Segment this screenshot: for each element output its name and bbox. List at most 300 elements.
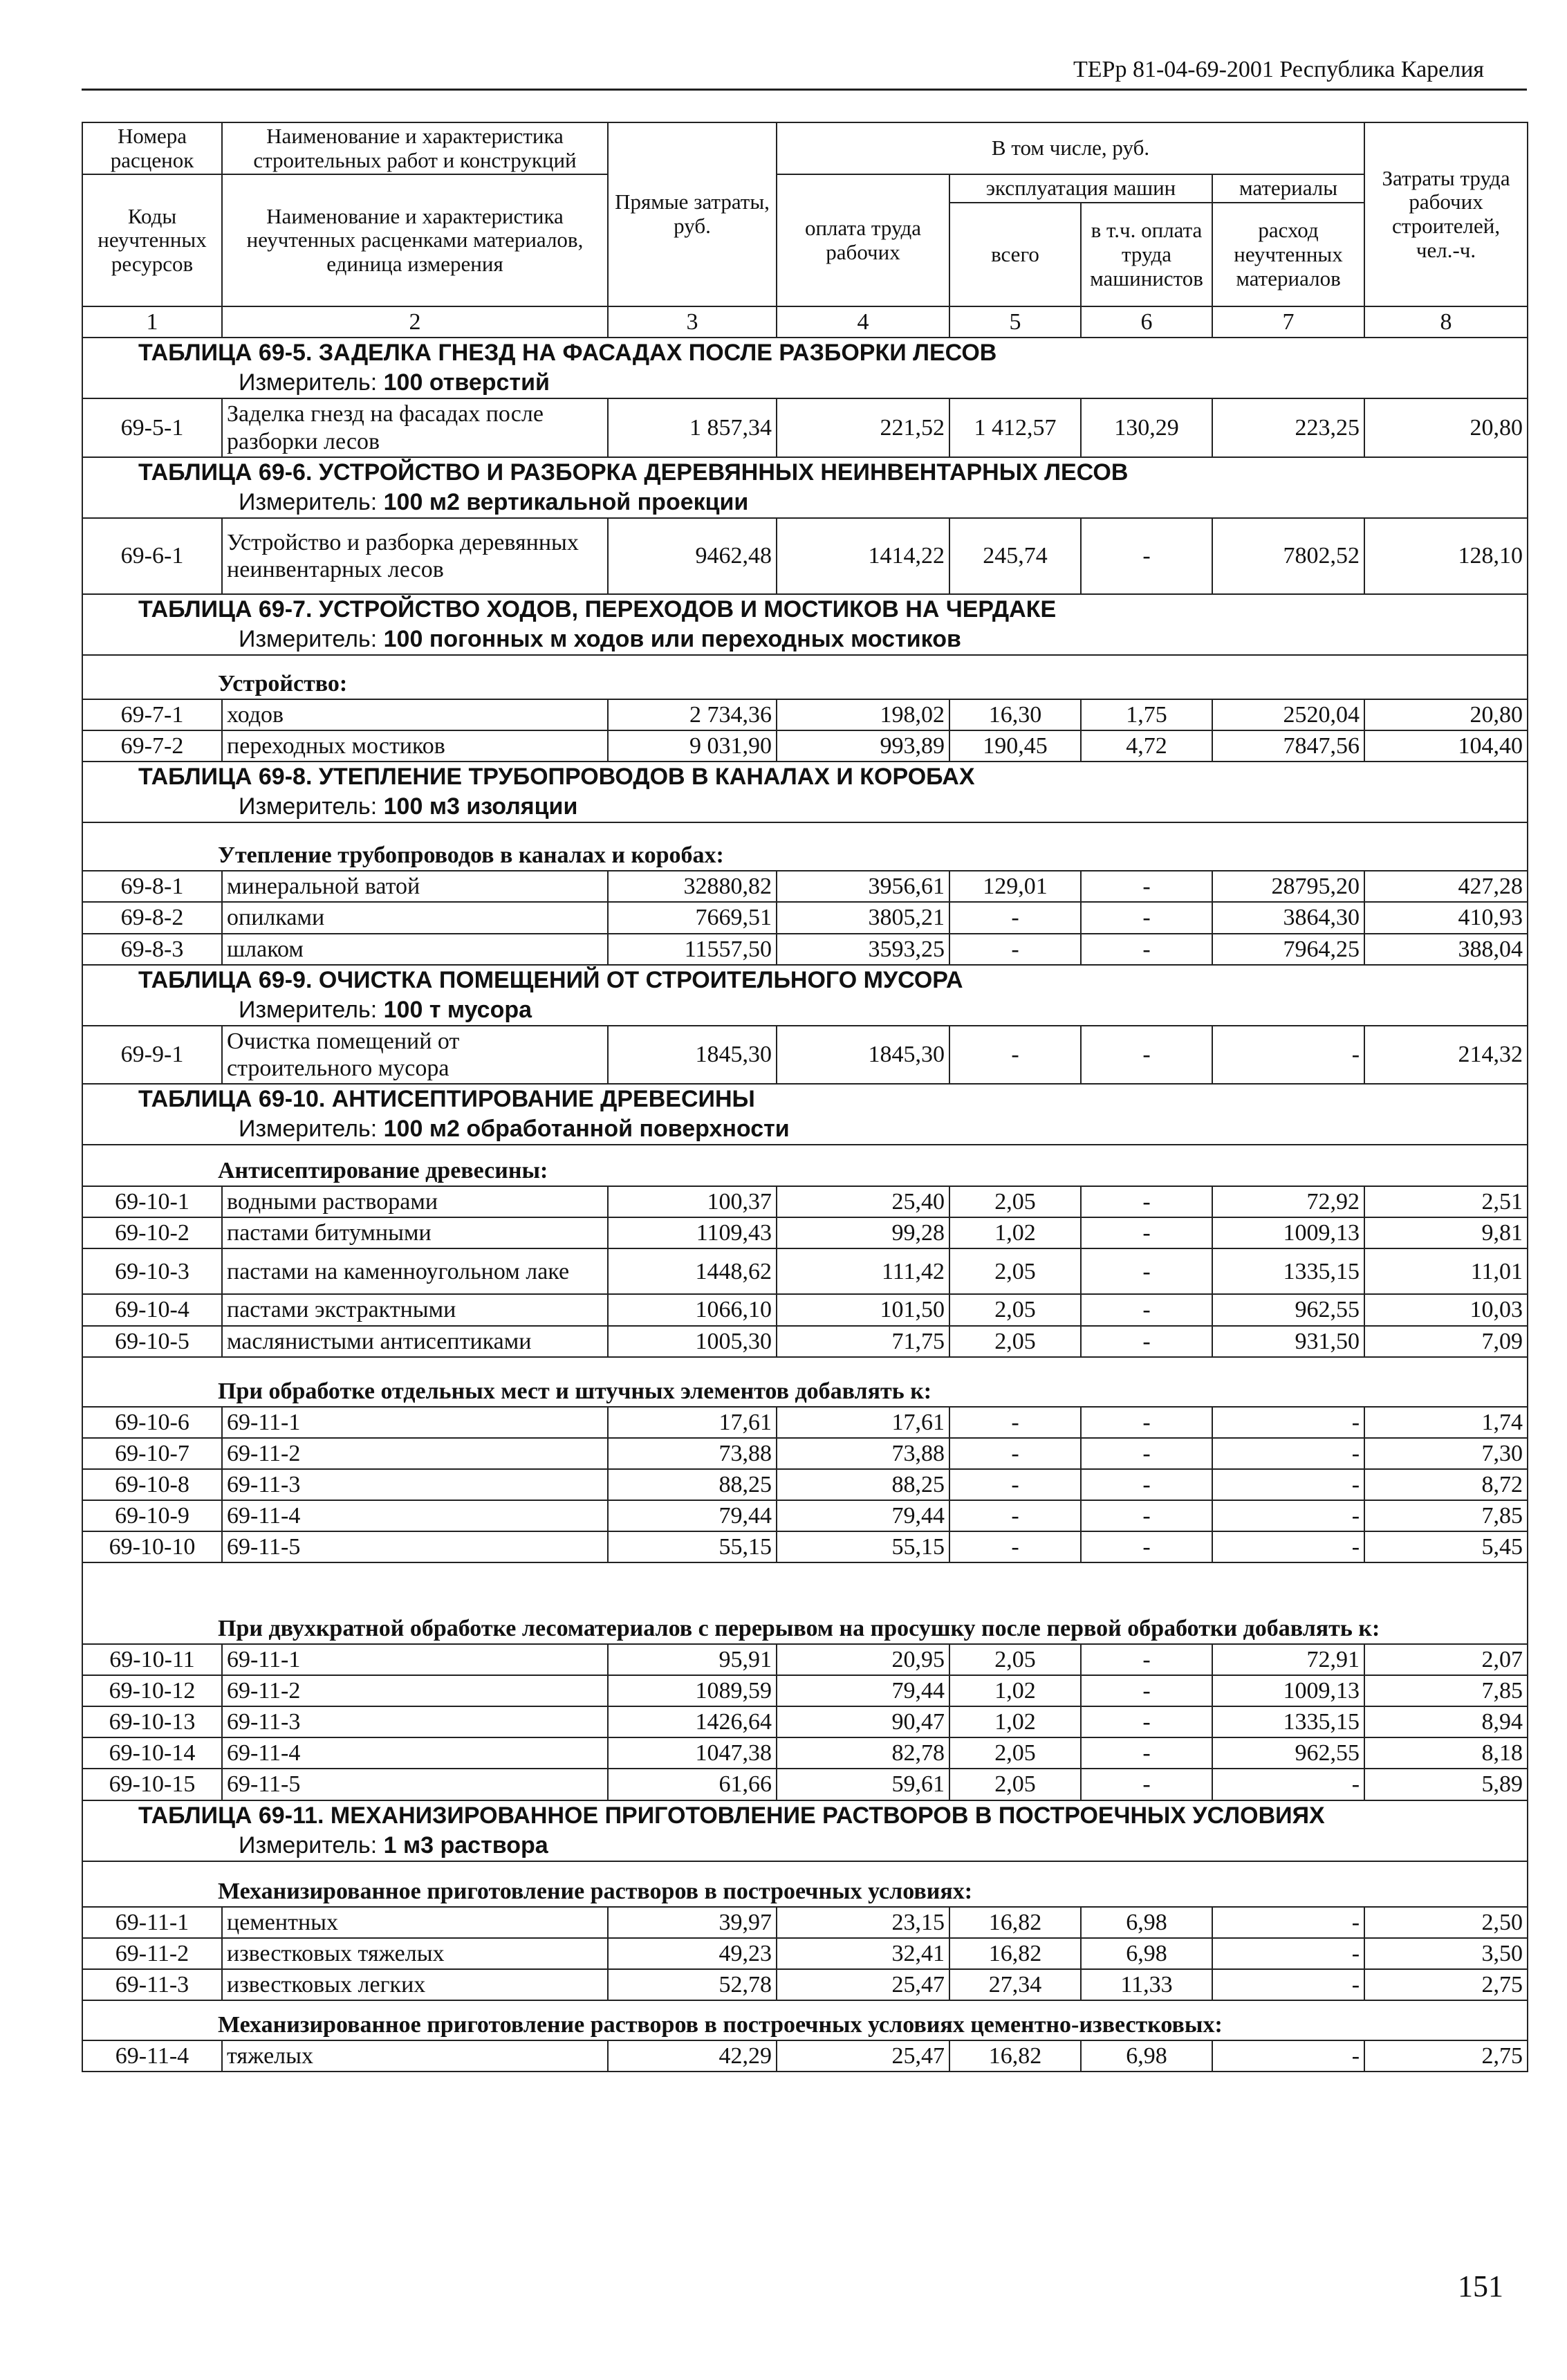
table-cell: 1 857,34 [608, 398, 777, 456]
table-cell: 17,61 [608, 1407, 777, 1438]
table-cell: 2,75 [1364, 2040, 1528, 2072]
table-cell: 1845,30 [777, 1026, 949, 1084]
table-cell: 190,45 [949, 730, 1081, 762]
header-row-2 [82, 174, 1528, 203]
table-cell: - [1212, 1469, 1364, 1500]
table-cell: - [949, 934, 1081, 965]
table-cell: 69-9-1 [82, 1026, 222, 1084]
table-cell: 427,28 [1364, 871, 1528, 902]
colnum: 3 [608, 306, 777, 338]
group-subtitle: Утепление трубопроводов в каналах и коробах: [82, 822, 1528, 871]
table-cell: 71,75 [777, 1326, 949, 1357]
table-title: ТАБЛИЦА 69-9. ОЧИСТКА ПОМЕЩЕНИЙ ОТ СТРОИТЕЛЬНОГО МУСОРА [82, 965, 1528, 995]
colnum: 2 [222, 306, 608, 338]
table-cell: 245,74 [949, 518, 1081, 594]
table-title-row [82, 762, 1528, 792]
table-cell: 69-10-6 [82, 1407, 222, 1438]
table-cell: пастами битумными [222, 1217, 608, 1248]
colnum: 7 [1212, 306, 1364, 338]
table-cell: 9,81 [1364, 1217, 1528, 1248]
table-row [82, 1644, 1528, 1675]
table-row [82, 1675, 1528, 1706]
table-row [82, 1407, 1528, 1438]
table-cell: 72,91 [1212, 1644, 1364, 1675]
table-cell: - [1081, 1737, 1212, 1769]
table-cell: 28795,20 [1212, 871, 1364, 902]
table-title-row [82, 965, 1528, 995]
table-row [82, 871, 1528, 902]
table-cell: - [1212, 1969, 1364, 2000]
table-cell: 20,95 [777, 1644, 949, 1675]
page-number: 151 [1458, 2269, 1503, 2303]
table-cell: - [1212, 1438, 1364, 1469]
table-cell: 8,94 [1364, 1706, 1528, 1737]
table-cell: 69-10-11 [82, 1644, 222, 1675]
table-cell: 61,66 [608, 1769, 777, 1800]
table-cell: 9462,48 [608, 518, 777, 594]
table-cell: 7,85 [1364, 1500, 1528, 1531]
table-cell: 16,30 [949, 699, 1081, 730]
table-cell: 1426,64 [608, 1706, 777, 1737]
table-cell: 130,29 [1081, 398, 1212, 456]
table-cell: - [1081, 1469, 1212, 1500]
table-cell: 32880,82 [608, 871, 777, 902]
measure-unit [82, 995, 1528, 1026]
document-header: ТЕРр 81-04-69-2001 Республика Карелия [1073, 57, 1485, 82]
table-cell: - [1081, 871, 1212, 902]
table-cell: 73,88 [777, 1438, 949, 1469]
table-cell: 4,72 [1081, 730, 1212, 762]
table-cell: 69-11-1 [222, 1407, 608, 1438]
table-cell: 1009,13 [1212, 1675, 1364, 1706]
table-cell: 2,05 [949, 1248, 1081, 1294]
table-cell: - [1081, 1675, 1212, 1706]
table-cell: - [1081, 902, 1212, 933]
table-cell: 69-10-8 [82, 1469, 222, 1500]
table-cell: 82,78 [777, 1737, 949, 1769]
table-title: ТАБЛИЦА 69-11. МЕХАНИЗИРОВАННОЕ ПРИГОТОВЛЕНИЕ РАСТВОРОВ В ПОСТРОЕЧНЫХ УСЛОВИЯХ [82, 1800, 1528, 1831]
table-cell: 69-10-12 [82, 1675, 222, 1706]
table-row [82, 1769, 1528, 1800]
table-cell: 962,55 [1212, 1294, 1364, 1325]
table-cell: 99,28 [777, 1217, 949, 1248]
table-cell: 69-10-15 [82, 1769, 222, 1800]
table-row [82, 1438, 1528, 1469]
table-row [82, 398, 1528, 456]
table-cell: 2,05 [949, 1737, 1081, 1769]
measure-label: Измеритель: [239, 625, 378, 652]
table-cell: 69-10-9 [82, 1500, 222, 1531]
table-cell: 88,25 [777, 1469, 949, 1500]
table-cell: 69-10-5 [82, 1326, 222, 1357]
table-cell: 69-11-3 [222, 1469, 608, 1500]
measure-row [82, 995, 1528, 1026]
table-title-row [82, 338, 1528, 368]
table-cell: 2,07 [1364, 1644, 1528, 1675]
rates-table [82, 122, 1528, 2072]
table-cell: 7669,51 [608, 902, 777, 933]
table-cell: 3593,25 [777, 934, 949, 965]
table-cell: 23,15 [777, 1907, 949, 1938]
table-cell: 1,74 [1364, 1407, 1528, 1438]
table-cell: 1066,10 [608, 1294, 777, 1325]
group-subtitle: Антисептирование древесины: [82, 1145, 1528, 1186]
measure-value: 100 м2 обработанной поверхности [383, 1116, 790, 1143]
table-cell: цементных [222, 1907, 608, 1938]
table-cell: 1,02 [949, 1217, 1081, 1248]
table-title-row [82, 1800, 1528, 1831]
table-cell: 69-11-3 [82, 1969, 222, 2000]
table-cell: известковых тяжелых [222, 1938, 608, 1969]
table-cell: 5,45 [1364, 1531, 1528, 1562]
table-cell: 7,30 [1364, 1438, 1528, 1469]
measure-row [82, 1831, 1528, 1861]
table-cell: 1335,15 [1212, 1248, 1364, 1294]
table-row [82, 934, 1528, 965]
table-cell: 69-11-4 [82, 2040, 222, 2072]
table-cell: - [1081, 1217, 1212, 1248]
measure-row [82, 625, 1528, 655]
table-row [82, 699, 1528, 730]
table-title: ТАБЛИЦА 69-8. УТЕПЛЕНИЕ ТРУБОПРОВОДОВ В КАНАЛАХ И КОРОБАХ [82, 762, 1528, 792]
table-cell: минеральной ватой [222, 871, 608, 902]
table-cell: 69-10-3 [82, 1248, 222, 1294]
measure-value: 100 м3 изоляции [383, 793, 578, 820]
table-cell: - [1081, 1706, 1212, 1737]
measure-value: 1 м3 раствора [383, 1832, 548, 1858]
table-cell: 962,55 [1212, 1737, 1364, 1769]
measure-unit [82, 625, 1528, 655]
measure-label: Измеритель: [239, 488, 378, 515]
table-cell: 993,89 [777, 730, 949, 762]
table-cell: 49,23 [608, 1938, 777, 1969]
table-cell: 7964,25 [1212, 934, 1364, 965]
subtitle-row [82, 1562, 1528, 1644]
table-cell: опилками [222, 902, 608, 933]
table-cell: 8,72 [1364, 1469, 1528, 1500]
measure-value: 100 погонных м ходов или переходных мостиков [383, 625, 961, 652]
table-title-row [82, 594, 1528, 625]
table-cell: - [1081, 1407, 1212, 1438]
table-row [82, 1469, 1528, 1500]
table-cell: 1448,62 [608, 1248, 777, 1294]
table-cell: 69-11-2 [82, 1938, 222, 1969]
table-cell: пастами экстрактными [222, 1294, 608, 1325]
table-row [82, 902, 1528, 933]
colnum: 4 [777, 306, 949, 338]
table-cell: 69-10-10 [82, 1531, 222, 1562]
table-cell: 9 031,90 [608, 730, 777, 762]
table-cell: 2,75 [1364, 1969, 1528, 2000]
colnum: 1 [82, 306, 222, 338]
column-numbers-row [82, 306, 1528, 338]
table-title: ТАБЛИЦА 69-7. УСТРОЙСТВО ХОДОВ, ПЕРЕХОДОВ И МОСТИКОВ НА ЧЕРДАКЕ [82, 594, 1528, 625]
header-ekspl: эксплуатация машин [949, 174, 1212, 203]
table-cell: 69-11-1 [222, 1644, 608, 1675]
table-cell: 221,52 [777, 398, 949, 456]
table-cell: - [1081, 1438, 1212, 1469]
table-row [82, 1186, 1528, 1217]
table-cell: 69-7-2 [82, 730, 222, 762]
table-cell: 3,50 [1364, 1938, 1528, 1969]
table-row [82, 1217, 1528, 1248]
header-vtom: В том числе, руб. [777, 122, 1364, 174]
table-cell: 69-11-3 [222, 1706, 608, 1737]
table-cell: 1109,43 [608, 1217, 777, 1248]
measure-label: Измеритель: [239, 996, 378, 1023]
table-cell: переходных мостиков [222, 730, 608, 762]
header-pryamye: Прямые затраты, руб. [608, 122, 777, 306]
table-cell: 3956,61 [777, 871, 949, 902]
table-cell: 69-10-4 [82, 1294, 222, 1325]
table-cell: водными растворами [222, 1186, 608, 1217]
table-cell: 69-11-4 [222, 1737, 608, 1769]
colnum: 8 [1364, 306, 1528, 338]
table-cell: 2,05 [949, 1644, 1081, 1675]
table-cell: 8,18 [1364, 1737, 1528, 1769]
table-row [82, 1969, 1528, 2000]
table-cell: 69-10-2 [82, 1217, 222, 1248]
table-cell: маслянистыми антисептиками [222, 1326, 608, 1357]
table-cell: 69-5-1 [82, 398, 222, 456]
table-cell: 128,10 [1364, 518, 1528, 594]
header-zatraty: Затраты труда рабочих строителей, чел.-ч. [1364, 122, 1528, 306]
table-cell: 101,50 [777, 1294, 949, 1325]
table-cell: пастами на каменноугольном лаке [222, 1248, 608, 1294]
table-cell: 198,02 [777, 699, 949, 730]
table-title: ТАБЛИЦА 69-5. ЗАДЕЛКА ГНЕЗД НА ФАСАДАХ ПОСЛЕ РАЗБОРКИ ЛЕСОВ [82, 338, 1528, 368]
header-kody: Коды неучтенных ресурсов [82, 174, 222, 306]
table-cell: 1414,22 [777, 518, 949, 594]
table-row [82, 1026, 1528, 1084]
measure-row [82, 792, 1528, 822]
table-cell: 2,05 [949, 1769, 1081, 1800]
table-cell: 2 734,36 [608, 699, 777, 730]
table-cell: 69-8-2 [82, 902, 222, 933]
table-cell: 69-11-5 [222, 1531, 608, 1562]
table-title: ТАБЛИЦА 69-6. УСТРОЙСТВО И РАЗБОРКА ДЕРЕВЯННЫХ НЕИНВЕНТАРНЫХ ЛЕСОВ [82, 457, 1528, 488]
table-cell: 39,97 [608, 1907, 777, 1938]
table-cell: 7802,52 [1212, 518, 1364, 594]
table-cell: 90,47 [777, 1706, 949, 1737]
table-cell: шлаком [222, 934, 608, 965]
table-cell: - [1081, 1769, 1212, 1800]
table-cell: 73,88 [608, 1438, 777, 1469]
table-cell: - [949, 902, 1081, 933]
table-cell: - [949, 1531, 1081, 1562]
table-row [82, 1531, 1528, 1562]
table-cell: 7,09 [1364, 1326, 1528, 1357]
table-cell: 25,47 [777, 2040, 949, 2072]
table-cell: 1009,13 [1212, 1217, 1364, 1248]
table-cell: 111,42 [777, 1248, 949, 1294]
table-cell: - [1081, 518, 1212, 594]
measure-row [82, 368, 1528, 398]
table-cell: 17,61 [777, 1407, 949, 1438]
table-cell: 1047,38 [608, 1737, 777, 1769]
table-row [82, 2040, 1528, 2072]
table-cell: 69-11-2 [222, 1438, 608, 1469]
table-row [82, 1326, 1528, 1357]
measure-row [82, 488, 1528, 518]
table-cell: 69-10-1 [82, 1186, 222, 1217]
table-cell: 69-8-1 [82, 871, 222, 902]
table-row [82, 1500, 1528, 1531]
table-cell: - [1212, 1938, 1364, 1969]
subtitle-row [82, 2000, 1528, 2040]
table-cell: 11557,50 [608, 934, 777, 965]
table-cell: 59,61 [777, 1769, 949, 1800]
table-cell: известковых легких [222, 1969, 608, 2000]
header-naim-works: Наименование и характеристика строительных работ и конструкций [222, 122, 608, 174]
table-cell: 214,32 [1364, 1026, 1528, 1084]
table-cell: 42,29 [608, 2040, 777, 2072]
subtitle-row [82, 822, 1528, 871]
table-cell: 25,40 [777, 1186, 949, 1217]
table-cell: 79,44 [777, 1500, 949, 1531]
table-cell: 410,93 [1364, 902, 1528, 933]
table-cell: 1005,30 [608, 1326, 777, 1357]
table-row [82, 1938, 1528, 1969]
table-cell: 7,85 [1364, 1675, 1528, 1706]
table-cell: 104,40 [1364, 730, 1528, 762]
table-row [82, 1737, 1528, 1769]
table-cell: 16,82 [949, 1938, 1081, 1969]
table-cell: - [1212, 2040, 1364, 2072]
table-cell: 3805,21 [777, 902, 949, 933]
table-cell: Очистка помещений от строительного мусора [222, 1026, 608, 1084]
table-cell: 32,41 [777, 1938, 949, 1969]
table-cell: 11,01 [1364, 1248, 1528, 1294]
subtitle-row [82, 1357, 1528, 1407]
group-subtitle: При обработке отдельных мест и штучных элементов добавлять к: [82, 1357, 1528, 1407]
table-cell: 20,80 [1364, 699, 1528, 730]
table-cell: 2,05 [949, 1326, 1081, 1357]
table-cell: 69-7-1 [82, 699, 222, 730]
subtitle-row [82, 655, 1528, 699]
table-cell: 88,25 [608, 1469, 777, 1500]
table-cell: 3864,30 [1212, 902, 1364, 933]
table-cell: - [1081, 1644, 1212, 1675]
measure-label: Измеритель: [239, 793, 378, 820]
table-cell: 2,51 [1364, 1186, 1528, 1217]
measure-unit [82, 488, 1528, 518]
table-cell: тяжелых [222, 2040, 608, 2072]
table-cell: 95,91 [608, 1644, 777, 1675]
table-cell: 69-8-3 [82, 934, 222, 965]
table-cell: 2,05 [949, 1186, 1081, 1217]
table-cell: 79,44 [608, 1500, 777, 1531]
table-title-row [82, 457, 1528, 488]
table-row [82, 730, 1528, 762]
header-rashod: расход неучтенных материалов [1212, 203, 1364, 306]
table-cell: 20,80 [1364, 398, 1528, 456]
table-cell: 16,82 [949, 2040, 1081, 2072]
table-cell: - [1212, 1531, 1364, 1562]
table-cell: - [1081, 1500, 1212, 1531]
table-cell: 100,37 [608, 1186, 777, 1217]
measure-unit [82, 1114, 1528, 1145]
measure-label: Измеритель: [239, 369, 378, 396]
table-cell: 10,03 [1364, 1294, 1528, 1325]
table-cell: Заделка гнезд на фасадах после разборки лесов [222, 398, 608, 456]
measure-unit [82, 1831, 1528, 1861]
table-title-row [82, 1084, 1528, 1114]
table-cell: 69-11-5 [222, 1769, 608, 1800]
table-cell: 16,82 [949, 1907, 1081, 1938]
table-cell: 6,98 [1081, 1907, 1212, 1938]
table-cell: 1335,15 [1212, 1706, 1364, 1737]
table-cell: 69-11-2 [222, 1675, 608, 1706]
table-cell: - [949, 1438, 1081, 1469]
table-cell: - [1081, 934, 1212, 965]
table-cell: 6,98 [1081, 2040, 1212, 2072]
table-cell: 1089,59 [608, 1675, 777, 1706]
measure-row [82, 1114, 1528, 1145]
table-cell: - [1081, 1531, 1212, 1562]
table-cell: - [1081, 1294, 1212, 1325]
table-cell: 5,89 [1364, 1769, 1528, 1800]
header-materialy: материалы [1212, 174, 1364, 203]
measure-value: 100 т мусора [383, 996, 532, 1023]
table-cell: - [1081, 1326, 1212, 1357]
header-oplata: оплата труда рабочих [777, 174, 949, 306]
table-cell: - [949, 1026, 1081, 1084]
measure-label: Измеритель: [239, 1832, 378, 1858]
header-vtch: в т.ч. оплата труда машинистов [1081, 203, 1212, 306]
header-rule [82, 89, 1527, 91]
table-cell: 69-6-1 [82, 518, 222, 594]
measure-value: 100 отверстий [383, 369, 550, 396]
subtitle-row [82, 1861, 1528, 1907]
table-cell: - [1212, 1026, 1364, 1084]
table-cell: - [1081, 1186, 1212, 1217]
table-row [82, 1907, 1528, 1938]
table-cell: 1845,30 [608, 1026, 777, 1084]
measure-unit [82, 368, 1528, 398]
table-cell: - [1212, 1407, 1364, 1438]
table-row [82, 1248, 1528, 1294]
table-cell: 69-10-14 [82, 1737, 222, 1769]
table-cell: 55,15 [777, 1531, 949, 1562]
table-cell: 69-10-13 [82, 1706, 222, 1737]
table-cell: - [1081, 1248, 1212, 1294]
table-cell: - [1081, 1026, 1212, 1084]
group-subtitle: Устройство: [82, 655, 1528, 699]
table-row [82, 1706, 1528, 1737]
table-cell: - [949, 1500, 1081, 1531]
table-cell: 223,25 [1212, 398, 1364, 456]
header-vsego: всего [949, 203, 1081, 306]
table-cell: 1,02 [949, 1675, 1081, 1706]
table-cell: 6,98 [1081, 1938, 1212, 1969]
table-cell: 52,78 [608, 1969, 777, 2000]
table-cell: 69-10-7 [82, 1438, 222, 1469]
table-cell: ходов [222, 699, 608, 730]
table-cell: 69-11-4 [222, 1500, 608, 1531]
table-cell: - [949, 1469, 1081, 1500]
group-subtitle: При двухкратной обработке лесоматериалов с перерывом на просушку после первой обработки добавлять к: [82, 1562, 1528, 1644]
table-cell: 931,50 [1212, 1326, 1364, 1357]
table-cell: 11,33 [1081, 1969, 1212, 2000]
table-cell: 2,05 [949, 1294, 1081, 1325]
colnum: 6 [1081, 306, 1212, 338]
measure-value: 100 м2 вертикальной проекции [383, 488, 749, 515]
table-cell: 129,01 [949, 871, 1081, 902]
table-cell: 1,75 [1081, 699, 1212, 730]
table-cell: 69-11-1 [82, 1907, 222, 1938]
header-row-1 [82, 122, 1528, 174]
